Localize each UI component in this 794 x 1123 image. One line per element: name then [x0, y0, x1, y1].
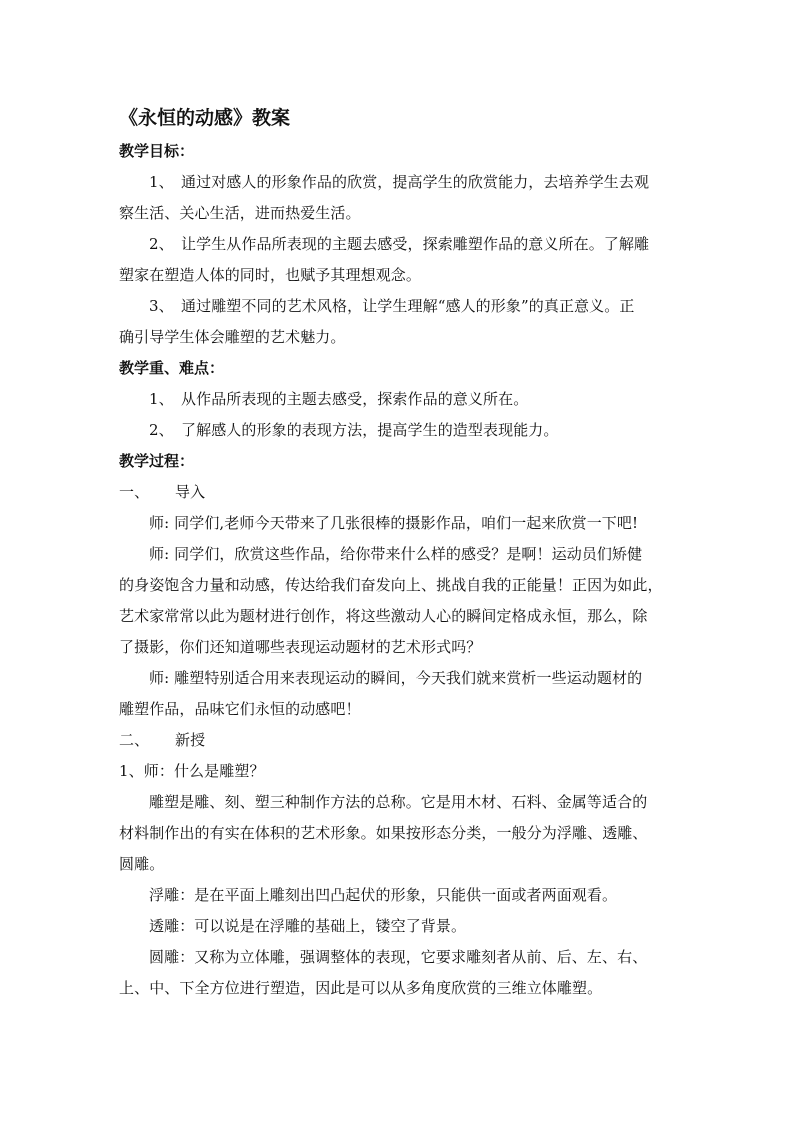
round-sculpture-line-2: 上、中、下全方位进行塑造，因此是可以从多角度欣赏的三维立体雕塑。: [119, 979, 603, 997]
process-heading: 教学过程：: [119, 452, 195, 470]
keypoints-heading: 教学重、难点：: [119, 359, 225, 377]
section-2-label: 新授: [175, 731, 206, 749]
objective-3-number: 3、: [149, 297, 174, 315]
intro-paragraph-3-line-2: 雕塑作品，品味它们永恒的动感吧！: [119, 700, 361, 718]
intro-paragraph-3-line-1: 师: 雕塑特别适合用来表现运动的瞬间，今天我们就来赏析一些运动题材的: [149, 669, 643, 687]
definition-line-1: 雕塑是雕、刻、塑三种制作方法的总称。它是用木材、石料、金属等适合的: [149, 793, 648, 811]
intro-paragraph-1: 师: 同学们,老师今天带来了几张很棒的摄影作品，咱们一起来欣赏一下吧!: [149, 514, 639, 532]
keypoint-1-number: 1、: [149, 390, 174, 408]
objective-1-number: 1、: [149, 173, 174, 191]
objective-3-line-1: [119, 291, 675, 322]
objective-2-line-1: [119, 229, 675, 260]
intro-paragraph-2-line-2: 的身姿饱含力量和动感，传达给我们奋发向上、挑战自我的正能量！正因为如此，: [119, 576, 663, 594]
question-1: 1、师：什么是雕塑？: [119, 762, 265, 780]
intro-paragraph-2-line-4: 了摄影，你们还知道哪些表现运动题材的艺术形式吗？: [119, 638, 482, 656]
round-sculpture-line-1: 圆雕：又称为立体雕，强调整体的表现，它要求雕刻者从前、后、左、右、: [149, 948, 648, 966]
section-2-heading: [119, 725, 675, 756]
objective-1-text: 通过对感人的形象作品的欣赏，提高学生的欣赏能力，去培养学生去观: [181, 173, 650, 191]
document-title: 《永恒的动感》教案: [119, 107, 291, 129]
intro-paragraph-2-line-3: 艺术家常常以此为题材进行创作，将这些激动人心的瞬间定格成永恒，那么，除: [119, 607, 648, 625]
keypoint-2-text: 了解感人的形象的表现方法，提高学生的造型表现能力。: [181, 421, 559, 439]
objectives-heading: 教学目标：: [119, 142, 195, 160]
keypoint-2-number: 2、: [149, 421, 174, 439]
objective-2-number: 2、: [149, 235, 174, 253]
objective-1-line-2: 察生活、关心生活，进而热爱生活。: [119, 204, 361, 222]
definition-line-3: 圆雕。: [119, 855, 165, 873]
section-1-number: 一、: [119, 483, 150, 501]
objective-1-line-1: [119, 167, 675, 198]
section-1-heading: [119, 477, 675, 508]
openwork-definition: 透雕：可以说是在浮雕的基础上，镂空了背景。: [149, 917, 467, 935]
keypoint-1: [119, 384, 675, 415]
keypoint-2: [119, 415, 675, 446]
objective-2-text: 让学生从作品所表现的主题去感受，探索雕塑作品的意义所在。了解雕: [181, 235, 650, 253]
objective-3-text: 通过雕塑不同的艺术风格，让学生理解“感人的形象”的真正意义。正: [181, 297, 635, 315]
definition-line-2: 材料制作出的有实在体积的艺术形象。如果按形态分类，一般分为浮雕、透雕、: [119, 824, 648, 842]
keypoint-1-text: 从作品所表现的主题去感受，探索作品的意义所在。: [181, 390, 529, 408]
relief-definition: 浮雕：是在平面上雕刻出凹凸起伏的形象，只能供一面或者两面观看。: [149, 886, 618, 904]
document-page: [119, 100, 675, 1004]
intro-paragraph-2-line-1: 师: 同学们，欣赏这些作品，给你带来什么样的感受？是啊！运动员们矫健: [149, 545, 643, 563]
section-2-number: 二、: [119, 731, 150, 749]
objective-2-line-2: 塑家在塑造人体的同时，也赋予其理想观念。: [119, 266, 422, 284]
objective-3-line-2: 确引导学生体会雕塑的艺术魅力。: [119, 328, 346, 346]
section-1-label: 导入: [175, 483, 206, 501]
